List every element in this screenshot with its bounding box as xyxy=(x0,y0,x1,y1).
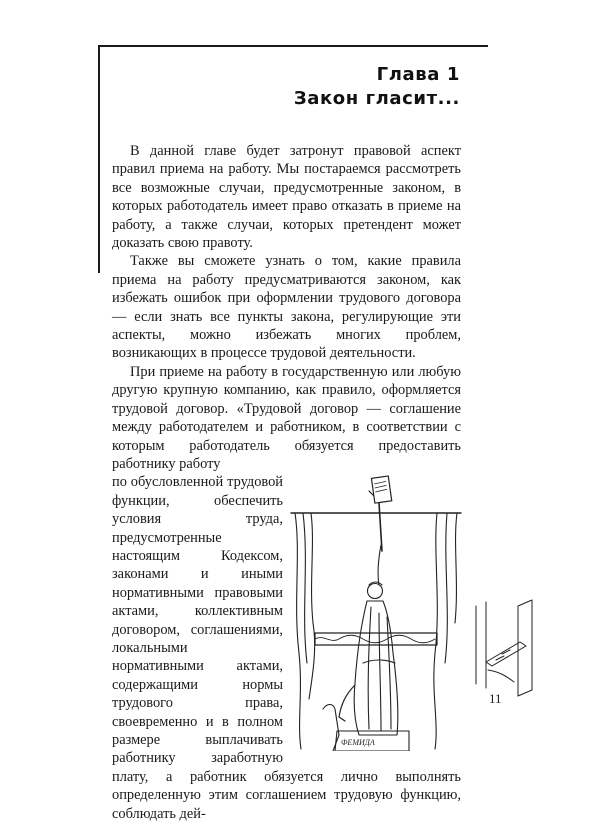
doorway-illustration xyxy=(474,598,544,698)
chapter-label: Глава 1 xyxy=(376,64,460,85)
chapter-title: Закон гласит... xyxy=(293,88,460,109)
paragraph-3-wrap-text: по обусловленной трудовой функции, обеспечить условия труда, предусмотренные настоящим Кодексом, законами и иными нормативными правовыми актами, коллективным договором, соглашениями, локальными нормативными актами, содержащими нормы трудового права, своевременно и в полном размере выплачивать работнику заработную плату, а работник обязуется лично выполнять определенную этим соглашением трудовую функцию, соблюдать дей- xyxy=(112,474,461,822)
body-text xyxy=(112,142,461,823)
pedestal-inscription: ФЕМИДА xyxy=(341,738,375,748)
decorative-frame-vertical xyxy=(98,45,100,273)
page-number: 11 xyxy=(489,691,502,706)
themis-statue-illustration xyxy=(287,473,465,751)
paragraph-1: В данной главе будет затронут правовой аспект правил приема на работу. Мы постараемся рассмотреть все возможные случаи, предусмотренные законом, в которых работодатель имеет право отказать в приеме на работу, а также случаи, которых претендент может доказать свою правоту. xyxy=(112,143,461,252)
decorative-frame-horizontal xyxy=(98,45,488,47)
paragraph-3: При приеме на работу в государственную или любую другую крупную компанию, как правило, оформляется трудовой договор. «Трудовой договор — соглашение между работодателем и работником, в соответствии с которым работодатель обязуется предоставить работнику работу xyxy=(112,363,461,472)
paragraph-2: Также вы сможете узнать о том, какие правила приема на работу предусматриваются законом, как избежать ошибок при оформлении трудового договора — если знать все пункты закона, регулирующие эти аспекты, можно избежать многих проблем, возникающих в процессе трудовой деятельности. xyxy=(112,253,461,362)
